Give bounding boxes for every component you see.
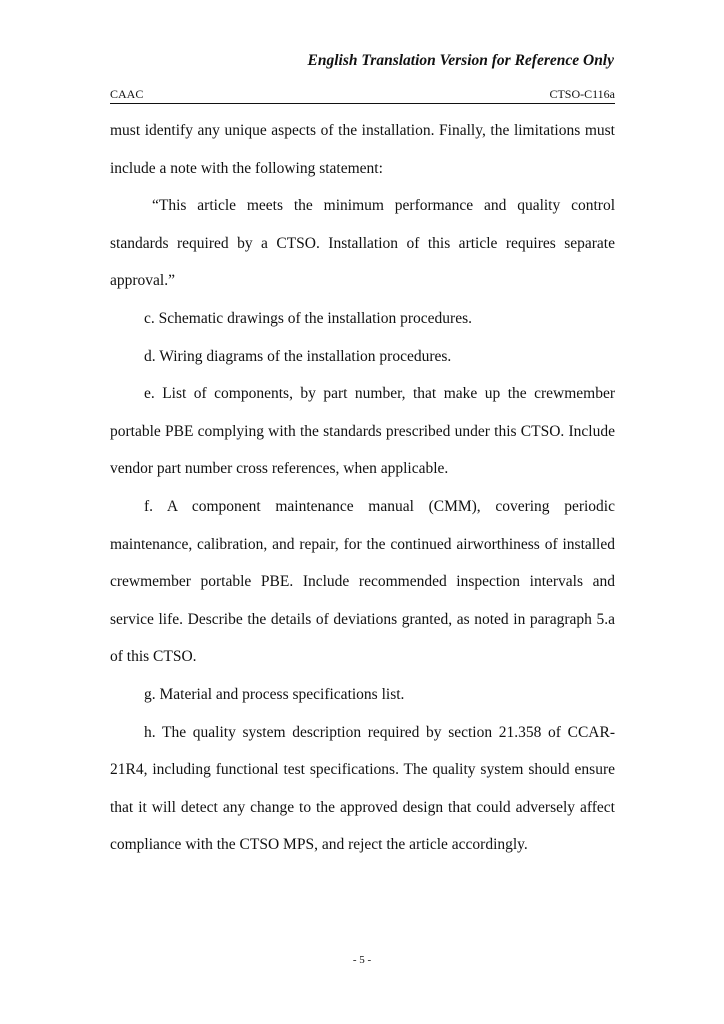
paragraph-item-e: e. List of components, by part number, that make up the crewmember portable PBE complying with the standards prescribed under this CTSO. Include vendor part number cross references, when applicable. bbox=[110, 385, 615, 478]
paragraph-item-h: h. The quality system description required by section 21.358 of CCAR-21R4, including functional test specifications. The quality system should ensure that it will detect any change to the approved design that could adversely affect compliance with the CTSO MPS, and reject the article accordingly. bbox=[110, 723, 615, 854]
paragraph-continuation: must identify any unique aspects of the installation. Finally, the limitations must include a note with the following statement: bbox=[110, 122, 615, 177]
document-body bbox=[110, 112, 615, 864]
header-doc-id: CTSO-C116a bbox=[549, 87, 615, 101]
running-header bbox=[110, 87, 615, 104]
document-header-title: English Translation Version for Reference Only bbox=[307, 52, 614, 69]
paragraph-item-g: g. Material and process specifications list. bbox=[144, 685, 405, 703]
paragraph-item-f: f. A component maintenance manual (CMM), covering periodic maintenance, calibration, and repair, for the continued airworthiness of installed crewmember portable PBE. Include recommended inspection intervals and service life. Describe the details of deviations granted, as noted in paragraph 5.a of this CTSO. bbox=[110, 497, 615, 666]
paragraph-item-d: d. Wiring diagrams of the installation procedures. bbox=[144, 347, 452, 365]
paragraph-quote: “This article meets the minimum performance and quality control standards required by a CTSO. Installation of this article requires separate approval.” bbox=[110, 197, 615, 290]
header-org: CAAC bbox=[110, 87, 144, 101]
page-number: - 5 - bbox=[352, 954, 372, 966]
paragraph-item-c: c. Schematic drawings of the installation procedures. bbox=[144, 309, 472, 327]
